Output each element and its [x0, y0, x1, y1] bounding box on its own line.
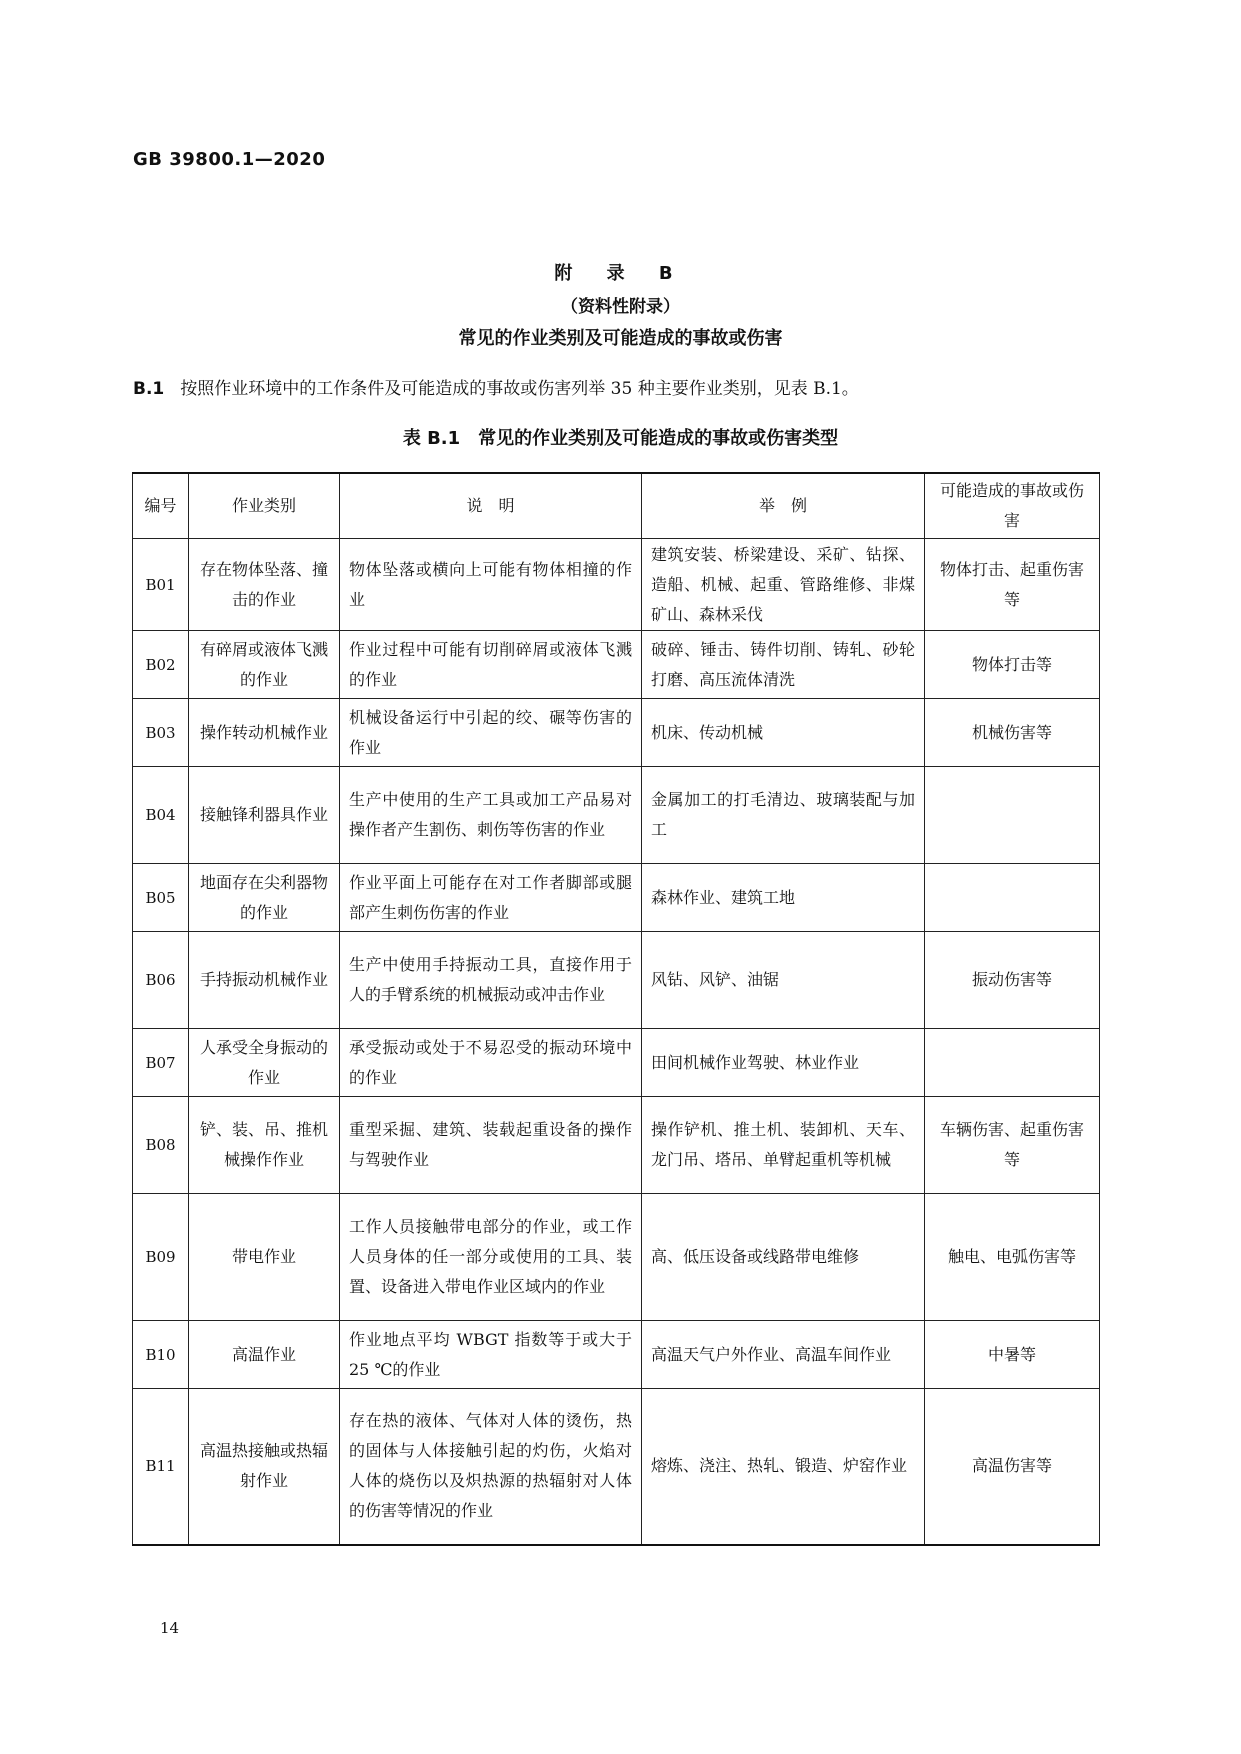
- cell-category: 操作转动机械作业: [189, 699, 340, 767]
- cell-description: 承受振动或处于不易忍受的振动环境中的作业: [340, 1029, 642, 1097]
- cell-category: 带电作业: [189, 1194, 340, 1321]
- cell-harm: 物体打击、起重伤害等: [925, 539, 1100, 631]
- cell-code: B09: [133, 1194, 189, 1321]
- header-example: 举 例: [642, 473, 925, 539]
- cell-category: 接触锋利器具作业: [189, 767, 340, 864]
- header-harm: 可能造成的事故或伤害: [925, 473, 1100, 539]
- cell-harm: 触电、电弧伤害等: [925, 1194, 1100, 1321]
- annex-title: 附 录 B: [554, 263, 687, 284]
- cell-description: 作业平面上可能存在对工作者脚部或腿部产生刺伤伤害的作业: [340, 864, 642, 932]
- table-row: [133, 699, 1100, 767]
- cell-code: B01: [133, 539, 189, 631]
- cell-category: 地面存在尖利器物的作业: [189, 864, 340, 932]
- cell-description: 生产中使用的生产工具或加工产品易对操作者产生割伤、刺伤等伤害的作业: [340, 767, 642, 864]
- cell-code: B10: [133, 1321, 189, 1389]
- cell-example: 破碎、锤击、铸件切削、铸轧、砂轮打磨、高压流体清洗: [642, 631, 925, 699]
- clause-text: 按照作业环境中的工作条件及可能造成的事故或伤害列举 35 种主要作业类别，见表 B.1。: [180, 379, 859, 399]
- cell-code: B11: [133, 1389, 189, 1545]
- cell-category: 手持振动机械作业: [189, 932, 340, 1029]
- cell-example: 建筑安装、桥梁建设、采矿、钻探、造船、机械、起重、管路维修、非煤矿山、森林采伐: [642, 539, 925, 631]
- cell-harm: [925, 767, 1100, 864]
- cell-example: 风钻、风铲、油锯: [642, 932, 925, 1029]
- table-caption: [0, 424, 1241, 450]
- cell-description: 物体坠落或横向上可能有物体相撞的作业: [340, 539, 642, 631]
- hazard-table: [132, 472, 1100, 1546]
- cell-code: B06: [133, 932, 189, 1029]
- table-row: [133, 864, 1100, 932]
- annex-type: （资料性附录）: [561, 297, 680, 317]
- cell-harm: 中暑等: [925, 1321, 1100, 1389]
- cell-code: B08: [133, 1097, 189, 1194]
- cell-code: B05: [133, 864, 189, 932]
- page-number: 14: [160, 1619, 180, 1637]
- table-row: [133, 539, 1100, 631]
- cell-code: B04: [133, 767, 189, 864]
- cell-category: 高温热接触或热辐射作业: [189, 1389, 340, 1545]
- clause-number: B.1: [133, 379, 165, 399]
- cell-example: 金属加工的打毛清边、玻璃装配与加工: [642, 767, 925, 864]
- cell-description: 重型采掘、建筑、装载起重设备的操作与驾驶作业: [340, 1097, 642, 1194]
- cell-category: 存在物体坠落、撞击的作业: [189, 539, 340, 631]
- cell-description: 存在热的液体、气体对人体的烫伤，热的固体与人体接触引起的灼伤，火焰对人体的烧伤以及炽热源的热辐射对人体的伤害等情况的作业: [340, 1389, 642, 1545]
- cell-harm: 车辆伤害、起重伤害等: [925, 1097, 1100, 1194]
- table-row: [133, 631, 1100, 699]
- cell-harm: [925, 864, 1100, 932]
- cell-category: 高温作业: [189, 1321, 340, 1389]
- table-row: [133, 1097, 1100, 1194]
- header-description: 说 明: [340, 473, 642, 539]
- cell-harm: 物体打击等: [925, 631, 1100, 699]
- table-row: [133, 1194, 1100, 1321]
- cell-example: 操作铲机、推土机、装卸机、天车、龙门吊、塔吊、单臂起重机等机械: [642, 1097, 925, 1194]
- standard-code: GB 39800.1—2020: [133, 149, 326, 170]
- cell-example: 高温天气户外作业、高温车间作业: [642, 1321, 925, 1389]
- cell-example: 森林作业、建筑工地: [642, 864, 925, 932]
- cell-harm: 高温伤害等: [925, 1389, 1100, 1545]
- table-row: [133, 1389, 1100, 1545]
- cell-description: 机械设备运行中引起的绞、碾等伤害的作业: [340, 699, 642, 767]
- table-row: [133, 1029, 1100, 1097]
- table-row: [133, 767, 1100, 864]
- cell-code: B07: [133, 1029, 189, 1097]
- table-row: [133, 1321, 1100, 1389]
- header-code: 编号: [133, 473, 189, 539]
- annex-heading: 常见的作业类别及可能造成的事故或伤害: [458, 328, 783, 349]
- cell-example: 机床、传动机械: [642, 699, 925, 767]
- cell-description: 作业地点平均 WBGT 指数等于或大于 25 ℃的作业: [340, 1321, 642, 1389]
- cell-category: 铲、装、吊、推机械操作作业: [189, 1097, 340, 1194]
- cell-description: 作业过程中可能有切削碎屑或液体飞溅的作业: [340, 631, 642, 699]
- cell-description: 工作人员接触带电部分的作业，或工作人员身体的任一部分或使用的工具、装置、设备进入带电作业区域内的作业: [340, 1194, 642, 1321]
- cell-example: 高、低压设备或线路带电维修: [642, 1194, 925, 1321]
- table-row: [133, 932, 1100, 1029]
- table-caption-title: 常见的作业类别及可能造成的事故或伤害类型: [478, 428, 839, 449]
- cell-example: 熔炼、浇注、热轧、锻造、炉窑作业: [642, 1389, 925, 1545]
- table-header-row: [133, 473, 1100, 539]
- header-category: 作业类别: [189, 473, 340, 539]
- cell-category: 有碎屑或液体飞溅的作业: [189, 631, 340, 699]
- cell-code: B02: [133, 631, 189, 699]
- table-caption-number: 表 B.1: [402, 428, 461, 449]
- cell-harm: [925, 1029, 1100, 1097]
- cell-harm: 机械伤害等: [925, 699, 1100, 767]
- cell-example: 田间机械作业驾驶、林业作业: [642, 1029, 925, 1097]
- cell-category: 人承受全身振动的作业: [189, 1029, 340, 1097]
- cell-code: B03: [133, 699, 189, 767]
- clause-b1: [133, 374, 859, 399]
- cell-description: 生产中使用手持振动工具，直接作用于人的手臂系统的机械振动或冲击作业: [340, 932, 642, 1029]
- cell-harm: 振动伤害等: [925, 932, 1100, 1029]
